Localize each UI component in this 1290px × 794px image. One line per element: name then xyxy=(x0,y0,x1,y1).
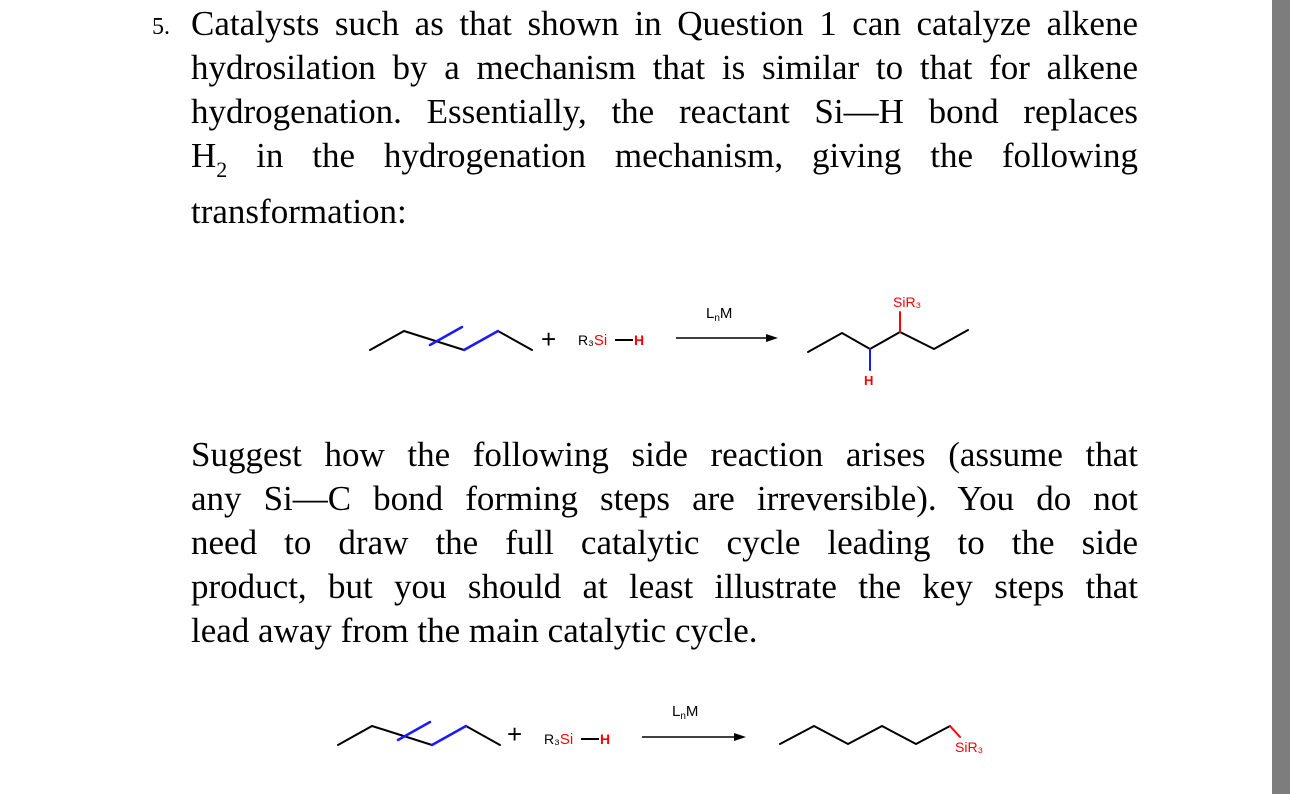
prompt-line-5: lead away from the main catalytic cycle. xyxy=(191,611,758,650)
reaction-arrow-2 xyxy=(642,733,746,741)
h2-symbol: H xyxy=(191,136,217,175)
prompt-line-3: need to draw the full catalytic cycle leading to the side xyxy=(191,523,1138,562)
silane-reagent-2: R₃Si xyxy=(544,731,574,748)
silane-h-2: H xyxy=(600,731,611,747)
catalyst-label-1: $L_nM$ xyxy=(706,305,733,324)
alkene-reactant-2 xyxy=(338,722,500,745)
plus-sign-1: + xyxy=(541,324,557,354)
intro-line-2: hydrosilation by a mechanism that is similar to that for alkene xyxy=(191,48,1138,87)
alkene-2-double-bond xyxy=(398,722,430,740)
product-sir3-label: SiR₃ xyxy=(893,294,922,310)
prompt-line-2: any Si—C bond forming steps are irreversible). You do not xyxy=(191,479,1138,518)
intro-line-4-rest: in the hydrogenation mechanism, giving the following xyxy=(256,136,1138,175)
silane-reagent-1: R₃Si xyxy=(578,332,608,349)
prompt-line-1: Suggest how the following side reaction arises (assume that xyxy=(191,435,1138,474)
plus-sign-2: + xyxy=(507,719,523,749)
product-h-label: H xyxy=(864,373,874,388)
h2-subscript: 2 xyxy=(216,157,228,182)
side-product-sir3-label: SiR₃ xyxy=(955,739,984,755)
side-product-c-si-bond xyxy=(950,726,960,737)
intro-line-3: hydrogenation. Essentially, the reactant Si—H bond replaces xyxy=(191,92,1138,131)
intro-line-1: Catalysts such as that shown in Question 1 can catalyze alkene xyxy=(191,4,1138,43)
silane-h-1: H xyxy=(634,332,645,348)
prompt-line-4: product, but you should at least illustrate the key steps that xyxy=(191,567,1138,606)
side-product xyxy=(780,726,960,744)
catalyst-label-2: $L_nM$ xyxy=(672,703,699,722)
intro-line-5: transformation: xyxy=(191,192,407,231)
question-number: 5. xyxy=(152,14,170,40)
